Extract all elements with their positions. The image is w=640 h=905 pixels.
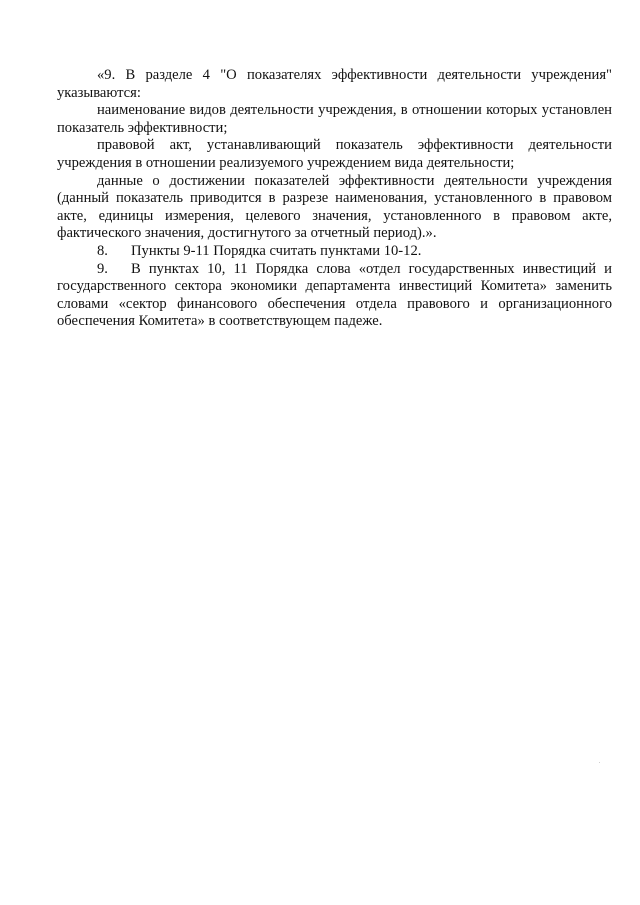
paragraph-activity-types: наименование видов деятельности учреждения, в отношении которых установлен показатель эффективности; xyxy=(57,102,612,136)
document-body xyxy=(57,67,612,331)
numbered-item-9 xyxy=(57,261,612,331)
paragraph-section-4-intro: «9. В разделе 4 "О показателях эффективности деятельности учреждения" указываются: xyxy=(57,67,612,101)
numbered-item-8 xyxy=(57,243,612,261)
item-text: В пунктах 10, 11 Порядка слова «отдел государственных инвестиций и государственного сектора экономики департамента инвестиций Комитета» заменить словами «сектор финансового обеспечения отдела правового и организационного обеспечения Комитета» в соответствующем падеже. xyxy=(57,260,612,330)
scan-speck xyxy=(599,762,600,763)
item-number: 9. xyxy=(97,260,108,277)
paragraph-achievement-data: данные о достижении показателей эффективности деятельности учреждения (данный показатель приводится в разрезе наименования, установленного в правовом акте, единицы измерения, целевого значения, установленного в правовом акте, фактического значения, достигнутого за отчетный период).». xyxy=(57,172,612,242)
paragraph-legal-act: правовой акт, устанавливающий показатель эффективности деятельности учреждения в отношении реализуемого учреждением вида деятельности; xyxy=(57,137,612,171)
item-text: Пункты 9-11 Порядка считать пунктами 10-12. xyxy=(131,242,422,259)
item-number: 8. xyxy=(97,242,108,259)
